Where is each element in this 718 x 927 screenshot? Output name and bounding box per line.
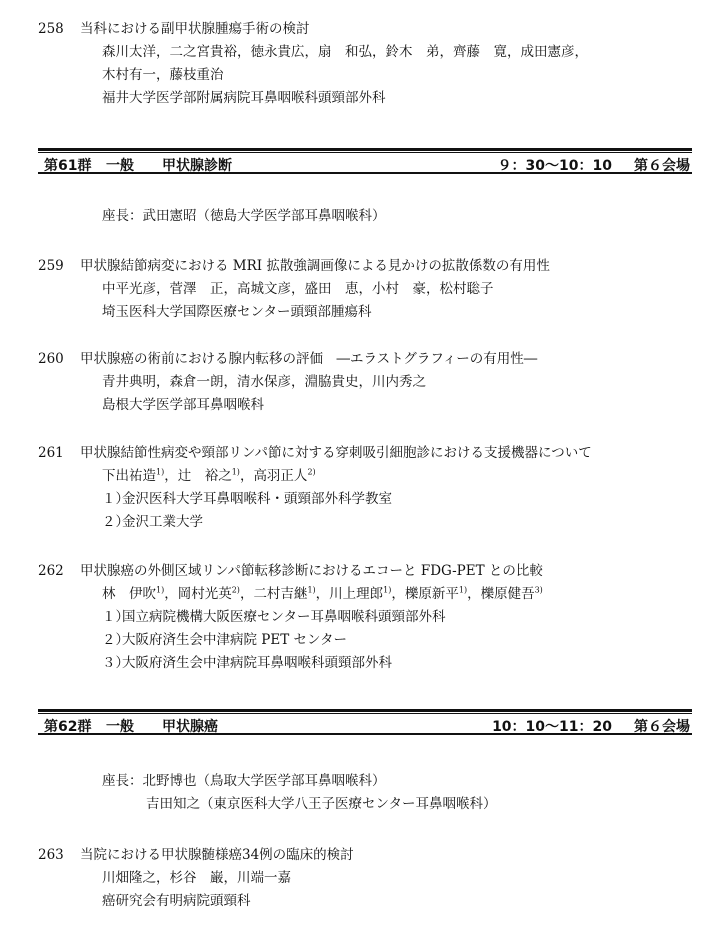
session-category: 一般: [106, 719, 134, 735]
affiliation: 金沢工業大学: [122, 514, 203, 530]
abstract-number: 261: [38, 445, 64, 461]
author-sep: ，: [315, 586, 330, 602]
author-name: 櫟原健吾: [480, 586, 535, 602]
author-affil-mark: 1): [231, 467, 240, 477]
session-topic: 甲状腺癌: [162, 719, 218, 735]
author-list: [102, 467, 316, 485]
session-id: 第61群: [44, 158, 92, 174]
author-list: [102, 585, 543, 603]
author-name: 川上理郎: [329, 586, 384, 602]
author-name: 下出祐造: [102, 468, 156, 484]
affiliation: 金沢医科大学耳鼻咽喉科・頭頸部外科学教室: [122, 491, 392, 507]
affiliation: 癌研究会有明病院頭頸科: [102, 893, 251, 909]
abstract-number: 258: [38, 21, 64, 37]
abstract-title: 甲状腺結節病変における MRI 拡散強調画像による見かけの拡散係数の有用性: [80, 258, 550, 274]
author-name: 二村吉継: [253, 586, 308, 602]
author-sep: ，: [164, 468, 178, 484]
author-sep: ，: [467, 586, 481, 602]
abstract-number: 260: [38, 351, 64, 367]
author-name: 林 伊吹: [102, 586, 156, 602]
author-name: 岡村光英: [177, 586, 232, 602]
session-rule: [38, 148, 692, 151]
abstract-number: 263: [38, 847, 64, 863]
abstract-title: 甲状腺癌の外側区域リンパ節転移診断におけるエコーと FDG-PET との比較: [80, 563, 543, 579]
author-list: 森川太洋，二之宮貴裕，徳永貴広，扇 和弘，鈴木 弟，齊藤 寛，成田憲彦，: [102, 44, 588, 60]
session-room: 第６会場: [634, 158, 690, 174]
author-sep: ，: [391, 586, 405, 602]
abstract-number: 262: [38, 563, 64, 579]
session-rule: [38, 713, 692, 714]
author-sep: ，: [164, 586, 178, 602]
affiliation: 埼玉医科大学国際医療センター頭頸部腫瘍科: [102, 304, 372, 320]
affiliation: 島根大学医学部耳鼻咽喉科: [102, 397, 264, 413]
author-affil-mark: 2): [307, 467, 316, 477]
author-affil-mark: 2): [231, 585, 240, 595]
session-room: 第６会場: [634, 719, 690, 735]
affiliation-number: ２）: [102, 514, 129, 530]
author-affil-mark: 1): [156, 467, 165, 477]
chair-name: 武田憲昭（徳島大学医学部耳鼻咽喉科）: [142, 208, 386, 224]
chair-name: 吉田知之（東京医科大学八王子医療センター耳鼻咽喉科）: [146, 796, 497, 812]
author-list: 青井典明，森倉一朗，清水保彦，淵脇貴史，川内秀之: [102, 374, 426, 390]
abstract-title: 甲状腺癌の術前における腺内転移の評価 ―エラストグラフィーの有用性―: [80, 351, 538, 367]
session-topic: 甲状腺診断: [162, 158, 232, 174]
chair-label: 座長：: [102, 773, 143, 789]
author-list: 木村有一，藤枝重治: [102, 67, 224, 83]
abstract-title: 甲状腺結節性病変や頸部リンパ節に対する穿刺吸引細胞診における支援機器について: [80, 445, 592, 461]
affiliation: 大阪府済生会中津病院 PET センター: [122, 632, 347, 648]
author-affil-mark: 1): [307, 585, 316, 595]
session-id: 第62群: [44, 719, 92, 735]
author-name: 辻 裕之: [177, 468, 232, 484]
affiliation: 国立病院機構大阪医療センター耳鼻咽喉科頭頸部外科: [122, 609, 446, 625]
chair-name: 北野博也（鳥取大学医学部耳鼻咽喉科）: [142, 773, 386, 789]
author-affil-mark: 1): [156, 585, 165, 595]
affiliation: 大阪府済生会中津病院耳鼻咽喉科頭頸部外科: [122, 655, 392, 671]
session-category: 一般: [106, 158, 134, 174]
session-header-62: [38, 709, 692, 735]
abstract-title: 当科における副甲状腺腫瘍手術の検討: [80, 21, 310, 37]
author-list: 中平光彦，菅澤 正，高城文彦，盛田 恵，小村 豪，松村聡子: [102, 281, 494, 297]
chair-label: 座長：: [102, 208, 143, 224]
author-affil-mark: 3): [534, 585, 543, 595]
abstract-number: 259: [38, 258, 64, 274]
session-time: 10：10〜11：20: [492, 719, 612, 735]
affiliation-number: １）: [102, 609, 129, 625]
affiliation-number: １）: [102, 491, 129, 507]
author-affil-mark: 1): [458, 585, 468, 595]
affiliation-number: ２）: [102, 632, 129, 648]
author-name: 高羽正人: [253, 468, 308, 484]
abstract-title: 当院における甲状腺髄様癌34例の臨床的検討: [80, 847, 354, 863]
affiliation-number: ３）: [102, 655, 129, 671]
affiliation: 福井大学医学部附属病院耳鼻咽喉科頭頸部外科: [102, 90, 386, 106]
author-sep: ，: [239, 586, 254, 602]
session-header-61: [38, 148, 692, 174]
author-name: 櫟原新平: [404, 586, 459, 602]
session-time: ９：30〜10：10: [497, 158, 612, 174]
session-rule: [38, 152, 692, 153]
session-rule: [38, 709, 692, 712]
author-affil-mark: 1): [383, 585, 392, 595]
author-sep: ，: [239, 468, 254, 484]
author-list: 川畑隆之，杉谷 巌，川端一嘉: [102, 870, 291, 886]
